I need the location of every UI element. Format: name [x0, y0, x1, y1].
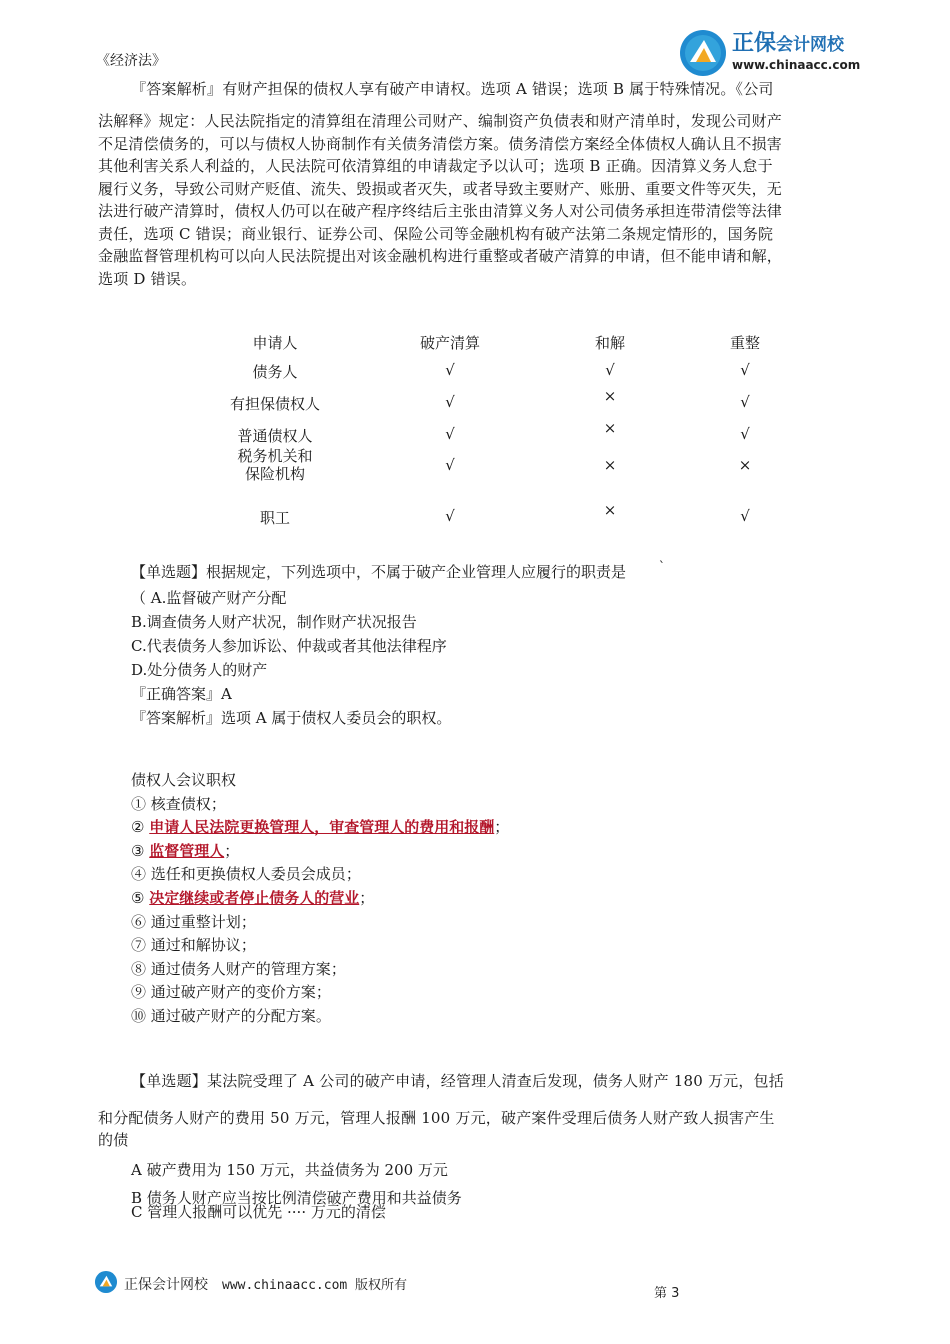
footer-copyright: www.chinaacc.com 版权所有 [222, 1278, 408, 1293]
table-cell: √ [445, 507, 455, 525]
top-left-cut-label: 《经济法》 [96, 53, 166, 69]
table-cell: × [603, 501, 617, 519]
table-cell: 普通债权人 [237, 427, 313, 445]
table-cell: √ [445, 456, 455, 474]
question2-option-c-cut [131, 1203, 431, 1223]
analysis-paragraph [98, 110, 858, 290]
table-cell: √ [605, 361, 615, 379]
table-header-cell: 重整 [729, 334, 760, 352]
question2-cut-bottom-text: 的债 [98, 1131, 129, 1149]
table-cell: √ [740, 393, 750, 411]
analysis-line: 其他利害关系人利益的，人民法院可依清算组的申请裁定予以认可；选项 B 正确。因清算义务人怠于 [98, 157, 773, 175]
question1-option-a: （ A.监督破产财产分配 [131, 589, 287, 607]
stem-tail-mark: ` [658, 560, 666, 575]
analysis-line: 法解释》规定：人民法院指定的清算组在清理公司财产、编制资产负债表和财产清单时，发现公司财产 [98, 112, 783, 130]
brand-big-text: 正保 [732, 31, 777, 56]
question1-block [131, 560, 831, 730]
list-item: ⑤ 决定继续或者停止债务人的营业； [131, 888, 375, 907]
analysis-line: 不足清偿债务的，可以与债权人协商制作有关债务清偿方案。债务清偿方案经全体债权人确认且不损害 [98, 134, 783, 153]
analysis-cut-text: 『答案解析』有财产担保的债权人享有破产申请权。选项 A 错误；选项 B 属于特殊情况。《公司 [131, 80, 774, 98]
brand-small-text: 会计网校 [776, 35, 845, 55]
highlighted-text: 监督管理人 [149, 841, 225, 860]
table-cell: √ [740, 361, 750, 379]
list-item: ⑦ 通过和解协议； [131, 936, 256, 955]
list-item: ④ 选任和更换债权人委员会成员； [131, 865, 361, 884]
analysis-line: 法进行破产清算时，债权人仍可以在破产程序终结后主张由清算义务人对公司债务承担连带清偿等法律 [98, 202, 783, 220]
question2-line2: 和分配债务人财产的费用 50 万元，管理人报酬 100 万元，破产案件受理后债务人财产致人损害产生 [98, 1109, 775, 1127]
list-item: ⑨ 通过破产财产的变价方案； [131, 983, 331, 1002]
list-item: ② 申请人民法院更换管理人，审查管理人的费用和报酬； [131, 818, 510, 837]
question2-cut-top [131, 1072, 861, 1092]
question2-option-c-text: C 管理人报酬可以优先 ···· 万元的清偿 [131, 1203, 386, 1221]
table-cell: × [603, 387, 617, 405]
brand-url: www.chinaacc.com [732, 58, 861, 72]
table-row [200, 410, 820, 442]
list-item: ③ 监督管理人； [131, 841, 240, 860]
analysis-line: 选项 D 错误。 [98, 269, 197, 288]
table-header-cell: 破产清算 [419, 334, 480, 352]
footer-page-cut [654, 1284, 694, 1301]
table-cell: 有担保债权人 [229, 395, 320, 413]
analysis-cut-line [131, 80, 861, 100]
table-header-row [200, 322, 820, 346]
applicant-table [200, 322, 820, 528]
brand-logo [678, 26, 868, 80]
table-cell: × [603, 419, 617, 437]
analysis-line: 履行义务，导致公司财产贬值、流失、毁损或者灭失，或者导致主要财产、账册、重要文件等灭失，无 [98, 179, 783, 198]
table-row [200, 488, 820, 528]
question2-cut-top-text: 【单选题】某法院受理了 A 公司的破产申请，经管理人清查后发现，债务人财产 180 万元，包括 [131, 1072, 784, 1090]
list-item: ⑧ 通过债务人财产的管理方案； [131, 959, 346, 978]
highlighted-text: 决定继续或者停止债务人的营业 [149, 888, 360, 907]
table-cell: √ [445, 393, 455, 411]
table-row [200, 378, 820, 410]
list-item: ⑥ 通过重整计划； [131, 912, 256, 931]
table-cell: 债务人 [252, 363, 298, 381]
table-cell: × [603, 456, 617, 474]
highlighted-text: 申请人民法院更换管理人，审查管理人的费用和报酬 [149, 818, 495, 837]
powers-block [131, 769, 831, 1029]
table-header-cell: 申请人 [252, 334, 298, 352]
question1-explanation: 『答案解析』选项 A 属于债权人委员会的职权。 [131, 709, 452, 727]
question2-option-a: A 破产费用为 150 万元，共益债务为 200 万元 [131, 1161, 448, 1179]
footer-page-text: 第 3 [654, 1286, 680, 1301]
top-left-cut-text [96, 48, 256, 69]
question1-option-d: D.处分债务人的财产 [131, 661, 268, 679]
powers-title: 债权人会议职权 [131, 771, 237, 789]
table-cell: √ [740, 507, 750, 525]
table-cell: √ [445, 425, 455, 443]
question2-option-b: B 债务人财产应当按比例清偿破产费用和共益债务 [131, 1189, 462, 1207]
footer-logo-icon [94, 1270, 118, 1294]
question1-answer: 『正确答案』A [131, 685, 232, 703]
analysis-line: 金融监督管理机构可以向人民法院提出对该金融机构进行重整或者破产清算的申请，但不能申请和解， [98, 247, 783, 265]
list-item: ⑩ 通过破产财产的分配方案。 [131, 1006, 331, 1025]
table-row [200, 442, 820, 488]
question1-stem: 【单选题】根据规定，下列选项中，不属于破产企业管理人应履行的职责是 ` [131, 560, 666, 581]
footer-brand: 正保会计网校 [124, 1277, 208, 1293]
table-cell: × [738, 456, 752, 474]
logo-emblem-icon [678, 28, 728, 78]
table-cell: √ [740, 425, 750, 443]
table-cell: 税务机关和 保险机构 [237, 447, 313, 483]
question1-option-c: C.代表债务人参加诉讼、仲裁或者其他法律程序 [131, 637, 447, 655]
table-cell: 职工 [259, 509, 290, 527]
footer [94, 1270, 854, 1300]
list-item: ① 核查债权； [131, 794, 226, 813]
analysis-line: 责任，选项 C 错误；商业银行、证券公司、保险公司等金融机构有破产法第二条规定情形的，国务院 [98, 224, 774, 243]
table-header-cell: 和解 [594, 334, 625, 352]
table-cell: √ [445, 361, 455, 379]
question1-option-b: B.调查债务人财产状况，制作财产状况报告 [131, 613, 417, 631]
question2-cut-bottom [98, 1129, 298, 1149]
